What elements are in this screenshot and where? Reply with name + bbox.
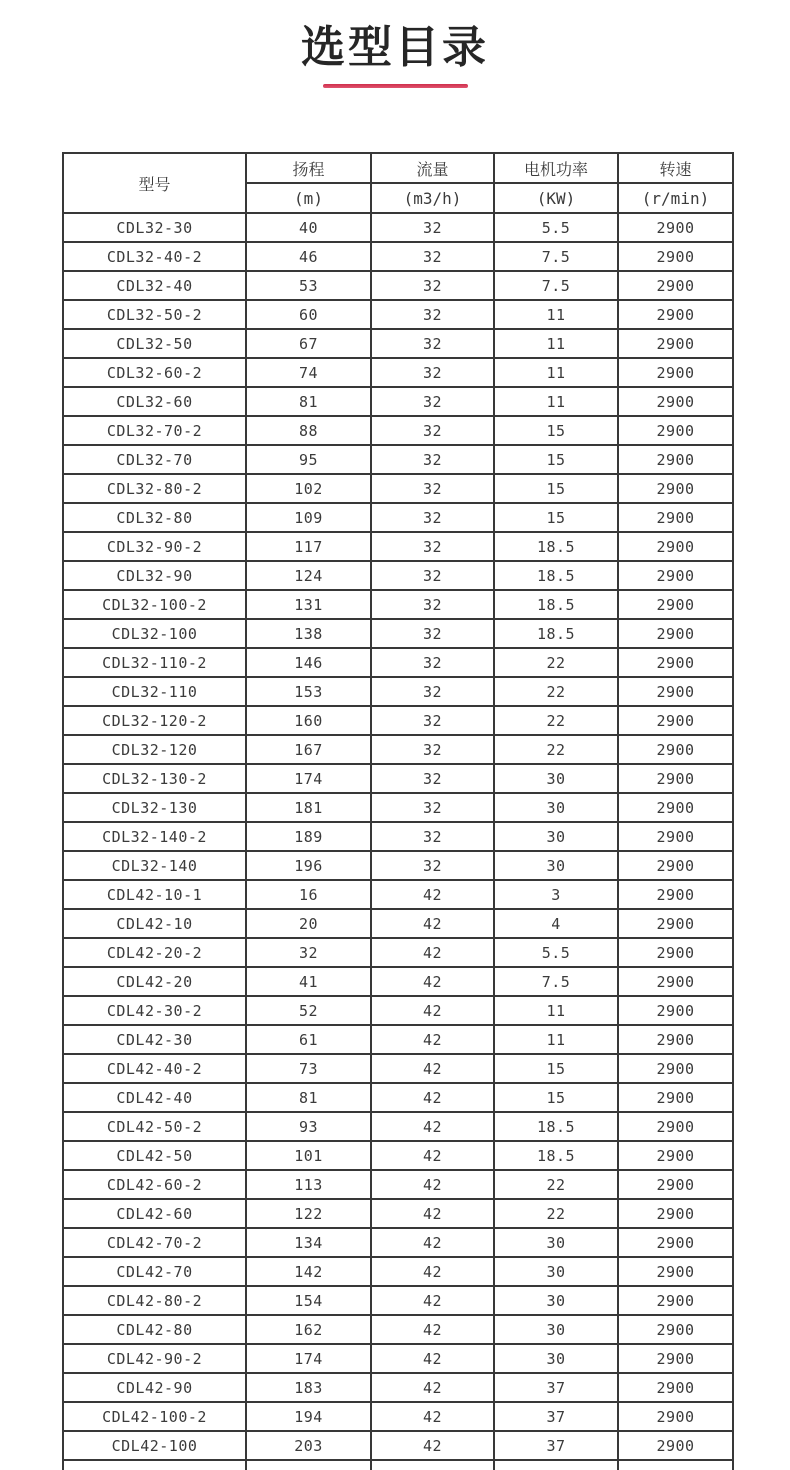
cell-power: 22: [494, 677, 618, 706]
cell-speed: 2900: [618, 358, 733, 387]
table-row: [63, 648, 733, 677]
cell-speed: 2900: [618, 764, 733, 793]
cell-power: 37: [494, 1431, 618, 1460]
selection-table: [62, 152, 734, 1470]
cell-power: 15: [494, 474, 618, 503]
cell-head: 194: [246, 1402, 371, 1431]
table-row: [63, 271, 733, 300]
table-row: [63, 1315, 733, 1344]
cell-head: 109: [246, 503, 371, 532]
cell-speed: 2900: [618, 590, 733, 619]
table-row: [63, 996, 733, 1025]
cell-model: CDL42-10: [63, 909, 246, 938]
column-header-power: 电机功率: [494, 153, 618, 183]
cell-model: CDL32-130: [63, 793, 246, 822]
cell-power: 7.5: [494, 242, 618, 271]
page-title: 选型目录: [301, 22, 489, 73]
table-row: [63, 793, 733, 822]
cell-speed: 2900: [618, 213, 733, 242]
cell-model: CDL42-60-2: [63, 1170, 246, 1199]
selection-table-container: [62, 152, 732, 1470]
cell-power: 5.5: [494, 938, 618, 967]
table-row: [63, 1431, 733, 1460]
cell-speed: 2900: [618, 793, 733, 822]
cell-model: CDL32-80-2: [63, 474, 246, 503]
cell-speed: 2900: [618, 677, 733, 706]
table-row: [63, 329, 733, 358]
cell-power: 18.5: [494, 1141, 618, 1170]
cell-head: 174: [246, 764, 371, 793]
cell-flow: 32: [371, 242, 494, 271]
table-row: [63, 561, 733, 590]
cell-flow: 32: [371, 561, 494, 590]
cell-power: 30: [494, 851, 618, 880]
cell-flow: 42: [371, 1054, 494, 1083]
table-row: [63, 938, 733, 967]
cell-model: CDL32-100-2: [63, 590, 246, 619]
cell-flow: 42: [371, 1083, 494, 1112]
cell-model: CDL32-70: [63, 445, 246, 474]
cell-speed: 2900: [618, 880, 733, 909]
cell-power: 15: [494, 1083, 618, 1112]
cell-model: CDL42-60: [63, 1199, 246, 1228]
cell-speed: 2900: [618, 1344, 733, 1373]
table-row: [63, 1025, 733, 1054]
cell-flow: 42: [371, 1286, 494, 1315]
table-row: [63, 1402, 733, 1431]
cell-power: 7.5: [494, 271, 618, 300]
cell-head: 196: [246, 851, 371, 880]
cell-flow: 42: [371, 1431, 494, 1460]
cell-flow: 42: [371, 1402, 494, 1431]
column-unit-power: (KW): [494, 183, 618, 213]
cell-flow: 42: [371, 1257, 494, 1286]
table-row: [63, 1112, 733, 1141]
cell-speed: 2900: [618, 822, 733, 851]
cell-power: 37: [494, 1402, 618, 1431]
table-body: [63, 213, 733, 1470]
cell-speed: 2900: [618, 271, 733, 300]
cell-speed: 2900: [618, 938, 733, 967]
cell-model: CDL42-50: [63, 1141, 246, 1170]
cell-head: 81: [246, 387, 371, 416]
table-row: [63, 1141, 733, 1170]
cell-head: 88: [246, 416, 371, 445]
table-row: [63, 1344, 733, 1373]
cell-head: 93: [246, 1112, 371, 1141]
cell-power: 3: [494, 880, 618, 909]
table-row-partial: [63, 1460, 733, 1470]
cell-model: CDL32-40: [63, 271, 246, 300]
cell-head: 46: [246, 242, 371, 271]
cell-flow: 42: [371, 909, 494, 938]
cell-power: 15: [494, 445, 618, 474]
column-unit-head: (m): [246, 183, 371, 213]
cell-model: CDL32-60: [63, 387, 246, 416]
column-unit-speed: (r/min): [618, 183, 733, 213]
cell-head: 41: [246, 967, 371, 996]
cell-speed: 2900: [618, 648, 733, 677]
table-row: [63, 1257, 733, 1286]
cell-flow: 32: [371, 358, 494, 387]
cell-speed: 2900: [618, 1054, 733, 1083]
cell-speed: 2900: [618, 1141, 733, 1170]
cell-model: CDL42-80-2: [63, 1286, 246, 1315]
cell-speed: [618, 1460, 733, 1470]
cell-flow: 32: [371, 764, 494, 793]
cell-head: 134: [246, 1228, 371, 1257]
cell-head: 181: [246, 793, 371, 822]
table-row: [63, 445, 733, 474]
cell-speed: 2900: [618, 851, 733, 880]
table-row: [63, 1083, 733, 1112]
cell-speed: 2900: [618, 1286, 733, 1315]
table-row: [63, 619, 733, 648]
cell-model: CDL42-20-2: [63, 938, 246, 967]
cell-flow: 32: [371, 851, 494, 880]
cell-power: 18.5: [494, 619, 618, 648]
cell-speed: 2900: [618, 561, 733, 590]
cell-head: 122: [246, 1199, 371, 1228]
cell-model: CDL42-50-2: [63, 1112, 246, 1141]
cell-power: 30: [494, 822, 618, 851]
cell-model: CDL32-110: [63, 677, 246, 706]
cell-model: CDL32-140: [63, 851, 246, 880]
cell-speed: 2900: [618, 1228, 733, 1257]
column-header-speed: 转速: [618, 153, 733, 183]
cell-power: 22: [494, 648, 618, 677]
cell-flow: 32: [371, 474, 494, 503]
cell-flow: 42: [371, 1199, 494, 1228]
cell-speed: 2900: [618, 416, 733, 445]
table-row: [63, 503, 733, 532]
cell-speed: 2900: [618, 706, 733, 735]
cell-power: 11: [494, 996, 618, 1025]
cell-model: CDL42-10-1: [63, 880, 246, 909]
cell-power: 5.5: [494, 213, 618, 242]
cell-power: 30: [494, 764, 618, 793]
cell-power: 11: [494, 387, 618, 416]
cell-head: 74: [246, 358, 371, 387]
cell-head: [246, 1460, 371, 1470]
cell-speed: 2900: [618, 329, 733, 358]
cell-model: CDL32-90: [63, 561, 246, 590]
title-underline-accent: [323, 84, 468, 88]
cell-flow: 42: [371, 1315, 494, 1344]
cell-speed: 2900: [618, 1431, 733, 1460]
cell-model: CDL42-100: [63, 1431, 246, 1460]
cell-speed: 2900: [618, 996, 733, 1025]
cell-model: CDL32-90-2: [63, 532, 246, 561]
cell-model: CDL42-30-2: [63, 996, 246, 1025]
cell-model: CDL32-80: [63, 503, 246, 532]
table-row: [63, 358, 733, 387]
table-row: [63, 1199, 733, 1228]
cell-speed: 2900: [618, 1257, 733, 1286]
cell-head: 16: [246, 880, 371, 909]
cell-power: 30: [494, 1228, 618, 1257]
cell-power: 15: [494, 503, 618, 532]
table-row: [63, 851, 733, 880]
cell-head: 189: [246, 822, 371, 851]
cell-model: CDL32-50-2: [63, 300, 246, 329]
cell-flow: 32: [371, 387, 494, 416]
cell-speed: 2900: [618, 735, 733, 764]
cell-power: 30: [494, 1286, 618, 1315]
table-row: [63, 822, 733, 851]
cell-flow: 32: [371, 271, 494, 300]
cell-flow: 42: [371, 1025, 494, 1054]
cell-power: 30: [494, 793, 618, 822]
cell-flow: 42: [371, 1112, 494, 1141]
column-unit-flow: (m3/h): [371, 183, 494, 213]
table-row: [63, 1373, 733, 1402]
cell-model: CDL42-90-2: [63, 1344, 246, 1373]
cell-power: 15: [494, 1054, 618, 1083]
cell-flow: 42: [371, 1141, 494, 1170]
table-row: [63, 1286, 733, 1315]
cell-model: CDL32-140-2: [63, 822, 246, 851]
cell-head: 67: [246, 329, 371, 358]
cell-head: 81: [246, 1083, 371, 1112]
cell-flow: 42: [371, 1344, 494, 1373]
table-row: [63, 967, 733, 996]
cell-power: 11: [494, 1025, 618, 1054]
column-header-model: 型号: [63, 153, 246, 213]
table-row: [63, 590, 733, 619]
cell-power: 15: [494, 416, 618, 445]
cell-model: CDL32-110-2: [63, 648, 246, 677]
cell-flow: 32: [371, 416, 494, 445]
cell-model: CDL32-40-2: [63, 242, 246, 271]
cell-flow: 32: [371, 677, 494, 706]
cell-head: 203: [246, 1431, 371, 1460]
cell-head: 117: [246, 532, 371, 561]
cell-speed: 2900: [618, 503, 733, 532]
cell-model: CDL32-60-2: [63, 358, 246, 387]
cell-flow: 32: [371, 793, 494, 822]
cell-speed: 2900: [618, 1170, 733, 1199]
header-row-labels: [63, 153, 733, 183]
cell-flow: 32: [371, 445, 494, 474]
cell-flow: 42: [371, 1228, 494, 1257]
cell-speed: 2900: [618, 1402, 733, 1431]
cell-flow: 32: [371, 619, 494, 648]
cell-flow: 32: [371, 590, 494, 619]
cell-power: 22: [494, 735, 618, 764]
cell-speed: 2900: [618, 474, 733, 503]
cell-head: 174: [246, 1344, 371, 1373]
cell-speed: 2900: [618, 445, 733, 474]
table-header: [63, 153, 733, 213]
table-row: [63, 387, 733, 416]
cell-model: CDL32-100: [63, 619, 246, 648]
cell-model: CDL42-80: [63, 1315, 246, 1344]
cell-power: 30: [494, 1315, 618, 1344]
cell-power: [494, 1460, 618, 1470]
cell-head: 146: [246, 648, 371, 677]
cell-head: 20: [246, 909, 371, 938]
cell-head: 153: [246, 677, 371, 706]
cell-model: CDL42-30: [63, 1025, 246, 1054]
cell-speed: 2900: [618, 619, 733, 648]
cell-flow: [371, 1460, 494, 1470]
cell-head: 101: [246, 1141, 371, 1170]
cell-flow: 32: [371, 300, 494, 329]
table-row: [63, 677, 733, 706]
table-row: [63, 735, 733, 764]
cell-model: CDL42-40: [63, 1083, 246, 1112]
table-row: [63, 242, 733, 271]
cell-speed: 2900: [618, 909, 733, 938]
table-row: [63, 1170, 733, 1199]
cell-head: 142: [246, 1257, 371, 1286]
cell-head: 95: [246, 445, 371, 474]
cell-flow: 42: [371, 938, 494, 967]
cell-power: 18.5: [494, 561, 618, 590]
cell-flow: 42: [371, 967, 494, 996]
cell-flow: 42: [371, 996, 494, 1025]
table-row: [63, 880, 733, 909]
cell-flow: 42: [371, 1170, 494, 1199]
cell-model: CDL32-70-2: [63, 416, 246, 445]
cell-model: [63, 1460, 246, 1470]
cell-model: CDL32-120-2: [63, 706, 246, 735]
cell-head: 52: [246, 996, 371, 1025]
cell-speed: 2900: [618, 1112, 733, 1141]
cell-model: CDL32-50: [63, 329, 246, 358]
cell-power: 11: [494, 300, 618, 329]
cell-power: 22: [494, 1170, 618, 1199]
cell-flow: 32: [371, 213, 494, 242]
table-row: [63, 764, 733, 793]
cell-power: 18.5: [494, 590, 618, 619]
table-row: [63, 300, 733, 329]
cell-speed: 2900: [618, 1025, 733, 1054]
cell-model: CDL42-70: [63, 1257, 246, 1286]
cell-model: CDL32-130-2: [63, 764, 246, 793]
table-row: [63, 909, 733, 938]
cell-speed: 2900: [618, 532, 733, 561]
cell-speed: 2900: [618, 1315, 733, 1344]
cell-head: 53: [246, 271, 371, 300]
cell-speed: 2900: [618, 300, 733, 329]
column-header-head: 扬程: [246, 153, 371, 183]
cell-model: CDL42-40-2: [63, 1054, 246, 1083]
cell-head: 73: [246, 1054, 371, 1083]
cell-flow: 32: [371, 329, 494, 358]
cell-speed: 2900: [618, 242, 733, 271]
cell-head: 160: [246, 706, 371, 735]
cell-flow: 32: [371, 822, 494, 851]
cell-speed: 2900: [618, 967, 733, 996]
cell-head: 61: [246, 1025, 371, 1054]
cell-model: CDL42-20: [63, 967, 246, 996]
table-row: [63, 1054, 733, 1083]
table-row: [63, 474, 733, 503]
table-row: [63, 416, 733, 445]
cell-power: 30: [494, 1257, 618, 1286]
cell-power: 37: [494, 1373, 618, 1402]
cell-speed: 2900: [618, 1199, 733, 1228]
cell-flow: 32: [371, 503, 494, 532]
cell-head: 131: [246, 590, 371, 619]
cell-power: 11: [494, 329, 618, 358]
cell-flow: 42: [371, 880, 494, 909]
cell-speed: 2900: [618, 1373, 733, 1402]
column-header-flow: 流量: [371, 153, 494, 183]
cell-power: 22: [494, 1199, 618, 1228]
cell-power: 18.5: [494, 532, 618, 561]
cell-power: 30: [494, 1344, 618, 1373]
cell-model: CDL32-120: [63, 735, 246, 764]
cell-power: 11: [494, 358, 618, 387]
cell-flow: 42: [371, 1373, 494, 1402]
cell-speed: 2900: [618, 387, 733, 416]
cell-head: 40: [246, 213, 371, 242]
cell-flow: 32: [371, 648, 494, 677]
cell-power: 22: [494, 706, 618, 735]
cell-head: 102: [246, 474, 371, 503]
cell-flow: 32: [371, 706, 494, 735]
cell-head: 124: [246, 561, 371, 590]
cell-head: 167: [246, 735, 371, 764]
table-row: [63, 1228, 733, 1257]
cell-head: 32: [246, 938, 371, 967]
cell-model: CDL42-70-2: [63, 1228, 246, 1257]
cell-power: 18.5: [494, 1112, 618, 1141]
cell-power: 7.5: [494, 967, 618, 996]
cell-head: 154: [246, 1286, 371, 1315]
cell-model: CDL32-30: [63, 213, 246, 242]
cell-head: 183: [246, 1373, 371, 1402]
cell-model: CDL42-90: [63, 1373, 246, 1402]
table-row: [63, 532, 733, 561]
cell-flow: 32: [371, 735, 494, 764]
title-block: [0, 0, 790, 88]
table-row: [63, 213, 733, 242]
cell-speed: 2900: [618, 1083, 733, 1112]
table-row: [63, 706, 733, 735]
cell-flow: 32: [371, 532, 494, 561]
cell-head: 113: [246, 1170, 371, 1199]
cell-head: 138: [246, 619, 371, 648]
cell-head: 162: [246, 1315, 371, 1344]
cell-head: 60: [246, 300, 371, 329]
cell-power: 4: [494, 909, 618, 938]
cell-model: CDL42-100-2: [63, 1402, 246, 1431]
